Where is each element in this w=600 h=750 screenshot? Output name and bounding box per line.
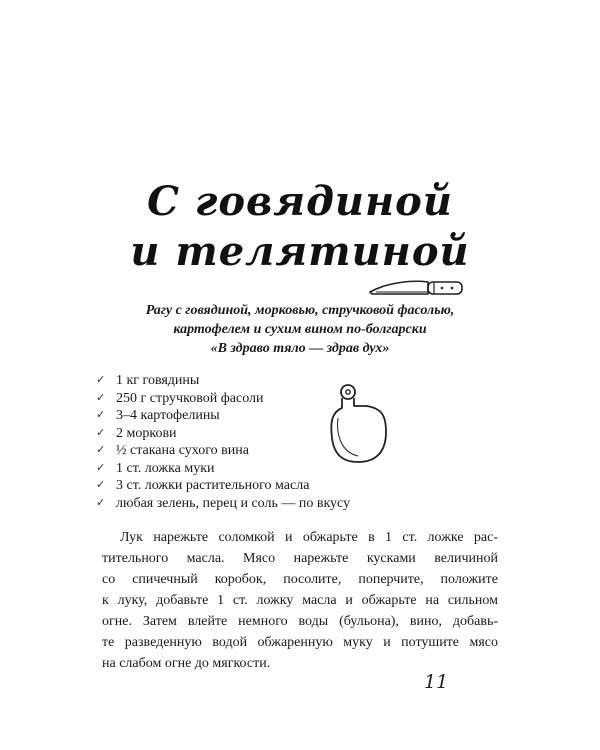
ingredient-item: ✓ 250 г стручковой фасоли bbox=[96, 390, 264, 406]
instruction-line: Лук нарежьте соломкой и обжарьте в 1 ст. ложке рас- bbox=[120, 530, 498, 545]
subtitle-line: «В здраво тяло — здрав дух» bbox=[210, 341, 390, 356]
knife-icon bbox=[368, 274, 468, 304]
check-icon: ✓ bbox=[96, 409, 106, 421]
cutting-board-icon bbox=[326, 382, 392, 468]
section-title-line-1: С говядиной bbox=[147, 178, 453, 225]
page-number: 11 bbox=[424, 671, 449, 693]
instruction-line: со спичечный коробок, посолите, поперчите, положите bbox=[102, 572, 498, 587]
ingredient-item: ✓ 3 ст. ложки растительного масла bbox=[96, 478, 310, 493]
check-icon: ✓ bbox=[96, 496, 106, 509]
ingredient-item: ✓ ½ стакана сухого вина bbox=[96, 443, 249, 458]
check-icon: ✓ bbox=[96, 479, 106, 491]
ingredient-item: ✓ любая зелень, перец и соль — по вкусу bbox=[96, 495, 351, 511]
ingredient-item: ✓ 2 моркови bbox=[96, 425, 177, 441]
subtitle-line: Рагу с говядиной, морковью, стручковой фасолью, bbox=[145, 303, 455, 318]
instruction-line: те разведенную водой обжаренную муку и потушите мясо bbox=[102, 635, 498, 650]
ingredient-item: ✓ 3–4 картофелины bbox=[96, 408, 220, 423]
check-icon: ✓ bbox=[96, 444, 106, 456]
check-icon: ✓ bbox=[96, 461, 106, 474]
instruction-line: на слабом огне до мягкости. bbox=[102, 656, 271, 671]
ingredient-item: ✓ 1 ст. ложка муки bbox=[96, 460, 215, 476]
section-title-line-2: и телятиной bbox=[130, 228, 470, 275]
instruction-line: тительного масла. Мясо нарежьте кусками величиной bbox=[102, 551, 498, 566]
instruction-line: огне. Затем влейте немного воды (бульона), вино, добавь- bbox=[102, 614, 498, 629]
check-icon: ✓ bbox=[96, 374, 106, 386]
subtitle-line: картофелем и сухим вином по-болгарски bbox=[173, 322, 427, 337]
ingredient-item: ✓ 1 кг говядины bbox=[96, 373, 200, 388]
ingredient-list bbox=[96, 372, 351, 512]
check-icon: ✓ bbox=[96, 391, 106, 404]
recipe-instructions bbox=[102, 527, 498, 674]
instruction-line: к луку, добавьте 1 ст. ложку масла и обжарьте на сильном bbox=[102, 593, 498, 608]
check-icon: ✓ bbox=[96, 426, 106, 439]
recipe-subtitle bbox=[60, 301, 540, 358]
